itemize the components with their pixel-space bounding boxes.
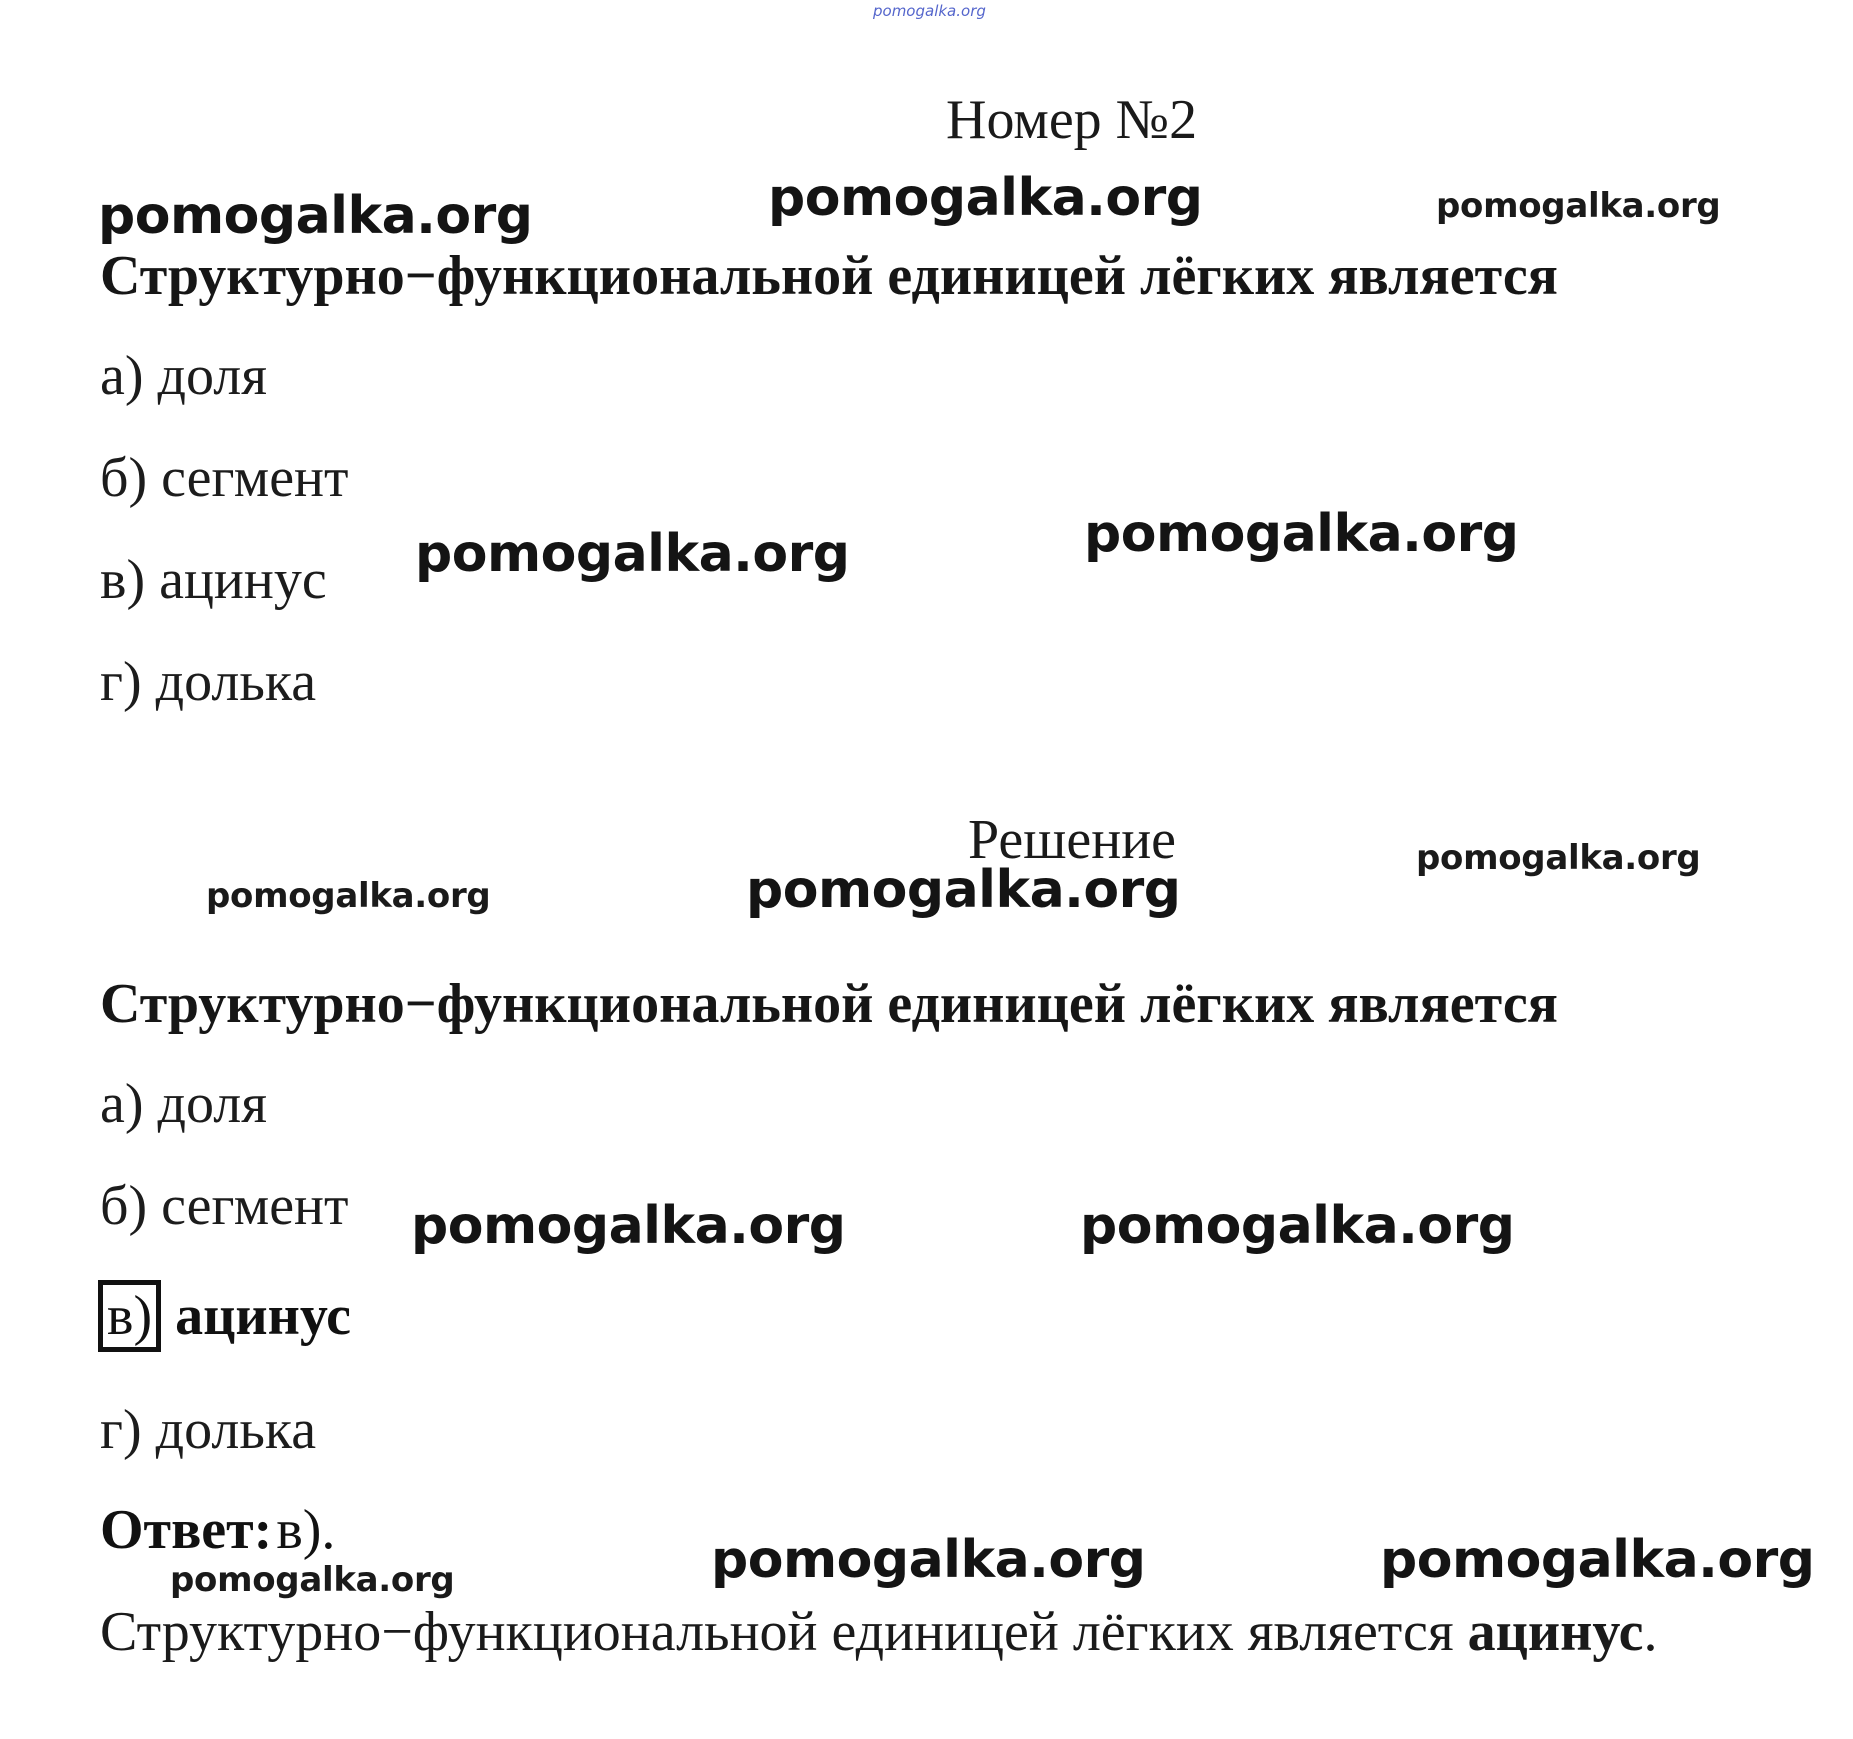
answer-line: [100, 1498, 335, 1562]
watermark-mid-right: pomogalka.org: [1084, 504, 1519, 564]
header-watermark: pomogalka.org: [873, 2, 986, 20]
final-sentence: [100, 1600, 1658, 1664]
final-sentence-prefix: Структурно−функциональной единицей лёгких является: [100, 1601, 1468, 1663]
solution-option-d: г) долька: [100, 1399, 317, 1461]
watermark-top-left: pomogalka.org: [98, 186, 533, 246]
option-a: а) доля: [100, 345, 267, 407]
solution-option-a: а) доля: [100, 1073, 267, 1135]
correct-answer-text: ацинус: [175, 1285, 352, 1347]
option-d: г) долька: [100, 651, 317, 713]
watermark-lower-right: pomogalka.org: [1080, 1196, 1515, 1256]
watermark-bottom-center: pomogalka.org: [711, 1530, 1146, 1590]
option-b: б) сегмент: [100, 447, 349, 509]
option-c: в) ацинус: [100, 549, 327, 611]
watermark-solution-left: pomogalka.org: [206, 876, 491, 916]
watermark-top-center: pomogalka.org: [768, 168, 1203, 228]
watermark-bottom-right: pomogalka.org: [1380, 1530, 1815, 1590]
watermark-top-right: pomogalka.org: [1436, 186, 1721, 226]
answer-value: в).: [276, 1499, 336, 1561]
watermark-mid-left: pomogalka.org: [415, 524, 850, 584]
answer-label: Ответ:: [100, 1499, 273, 1561]
solution-option-b: б) сегмент: [100, 1175, 349, 1237]
solution-heading: Решение: [968, 809, 1177, 871]
solution-question-text: Структурно−функциональной единицей лёгких является: [100, 973, 1558, 1035]
correct-answer-box: в): [98, 1280, 161, 1352]
watermark-solution-center: pomogalka.org: [746, 860, 1181, 920]
final-sentence-bold: ацинус: [1467, 1601, 1644, 1663]
final-sentence-suffix: .: [1643, 1601, 1658, 1663]
watermark-bottom-left: pomogalka.org: [170, 1560, 455, 1600]
question-text: Структурно−функциональной единицей лёгких является: [100, 245, 1558, 307]
solution-option-c-correct: [98, 1280, 351, 1352]
watermark-lower-left: pomogalka.org: [411, 1196, 846, 1256]
watermark-solution-right: pomogalka.org: [1416, 838, 1701, 878]
page-title: Номер №2: [946, 89, 1198, 151]
